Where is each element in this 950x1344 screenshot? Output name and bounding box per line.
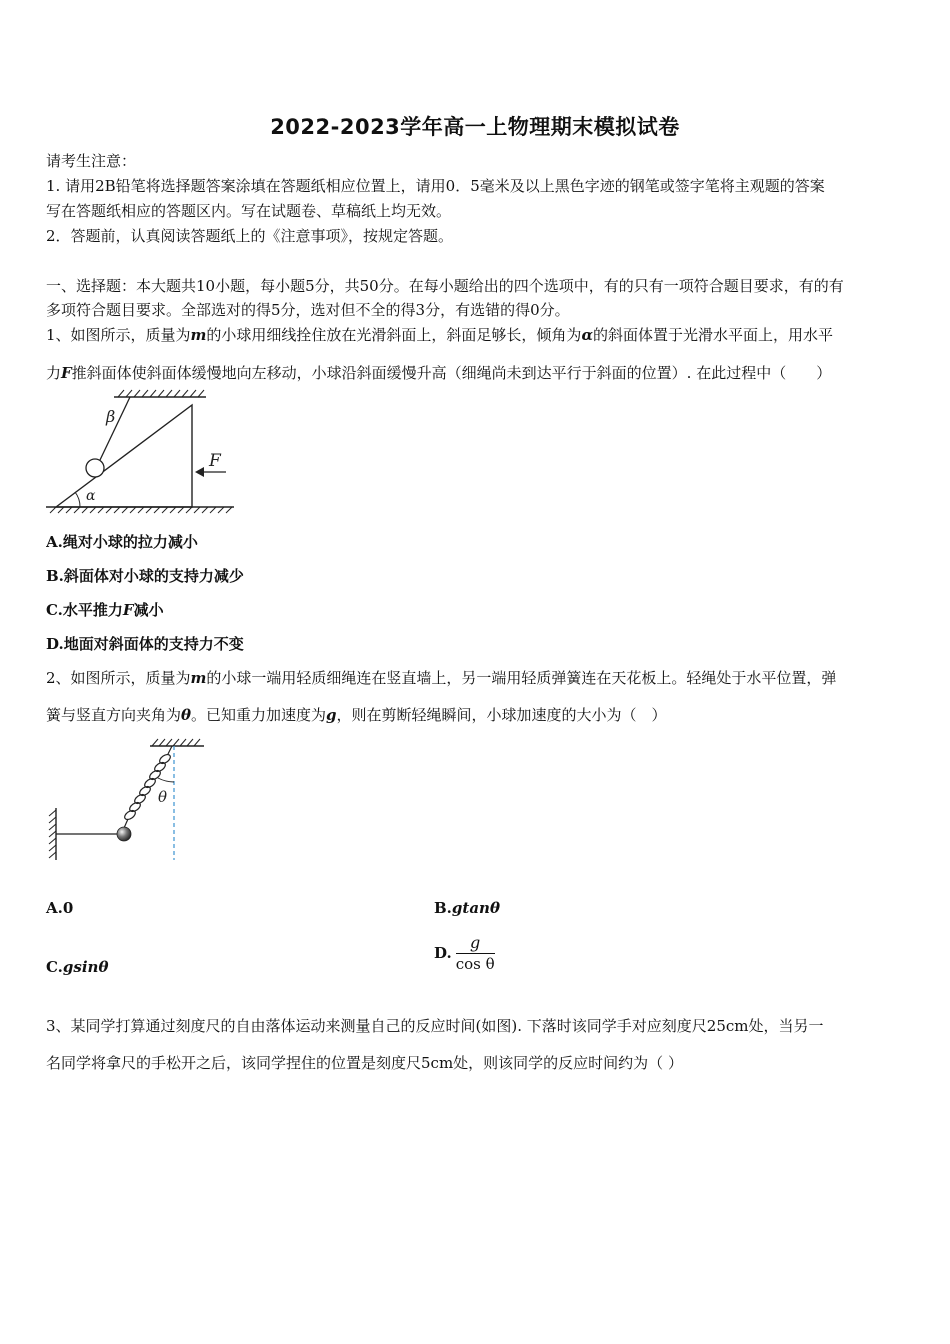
q2-option-d: D. $\frac{g}{\text{cos θ}}$	[434, 933, 495, 973]
q1-stem-line-1: 1、如图所示，质量为m的小球用细线拴住放在光滑斜面上，斜面足够长，倾角为α的斜面体置于光滑水平面上，用水平	[46, 326, 833, 344]
notice-item-2: 2．答题前，认真阅读答题纸上的《注意事项》，按规定答题。	[46, 227, 454, 245]
force-label: F	[209, 451, 221, 471]
q2-option-c: C.gsinθ	[46, 958, 109, 976]
q2-stem-line-2: 簧与竖直方向夹角为θ。已知重力加速度为g，则在剪断轻绳瞬间，小球加速度的大小为（ ）	[46, 706, 667, 724]
notice-heading: 请考生注意：	[46, 152, 137, 170]
q2-option-a: A.0	[46, 899, 74, 917]
section-1-intro-line-1: 一、选择题：本大题共10小题，每小题5分，共50分。在每小题给出的四个选项中，有的只有一项符合题目要求，有的有	[46, 277, 844, 295]
fraction: $\frac{g}{\text{cos θ}}$	[455, 933, 495, 973]
q2-option-b: B.gtanθ	[434, 899, 500, 917]
page-title: 2022-2023学年高一上物理期末模拟试卷	[270, 115, 680, 139]
q1-option-d: D.地面对斜面体的支持力不变	[46, 635, 244, 653]
beta-label: β	[106, 407, 116, 426]
q3-stem-line-2: 名同学将拿尺的手松开之后，该同学捏住的位置是刻度尺5cm处，则该同学的反应时间约为（ ）	[46, 1054, 683, 1072]
q1-option-a: A.绳对小球的拉力减小	[46, 533, 198, 551]
q2-stem-line-1: 2、如图所示，质量为m的小球一端用轻质细绳连在竖直墙上，另一端用轻质弹簧连在天花板上。轻绳处于水平位置，弹	[46, 669, 837, 687]
theta-label: θ	[158, 788, 168, 806]
section-1-intro-line-2: 多项符合题目要求。全部选对的得5分，选对但不全的得3分，有选错的得0分。	[46, 301, 570, 319]
var-F: F	[61, 364, 72, 382]
var-alpha: α	[581, 326, 593, 344]
q3-stem-line-1: 3、某同学打算通过刻度尺的自由落体运动来测量自己的反应时间(如图). 下落时该同学手对应刻度尺25cm处，当另一	[46, 1017, 824, 1035]
notice-item-1-line-2: 写在答题纸相应的答题区内。写在试题卷、草稿纸上均无效。	[46, 202, 452, 220]
q1-option-b: B.斜面体对小球的支持力减少	[46, 567, 244, 585]
q1-option-c: C.水平推力F减小	[46, 601, 164, 619]
notice-item-1-line-1: 1. 请用2B铅笔将选择题答案涂填在答题纸相应位置上，请用0．5毫米及以上黑色字迹的钢笔或签字笔将主观题的答案	[46, 177, 825, 195]
q1-stem-line-2: 力F推斜面体使斜面体缓慢地向左移动，小球沿斜面缓慢升高（细绳尚未到达平行于斜面的位置）. 在此过程中（ ）	[46, 364, 832, 382]
alpha-label: α	[86, 488, 96, 504]
var-m: m	[190, 326, 207, 344]
q1-incline-figure	[44, 388, 238, 514]
q2-spring-figure	[44, 738, 209, 864]
